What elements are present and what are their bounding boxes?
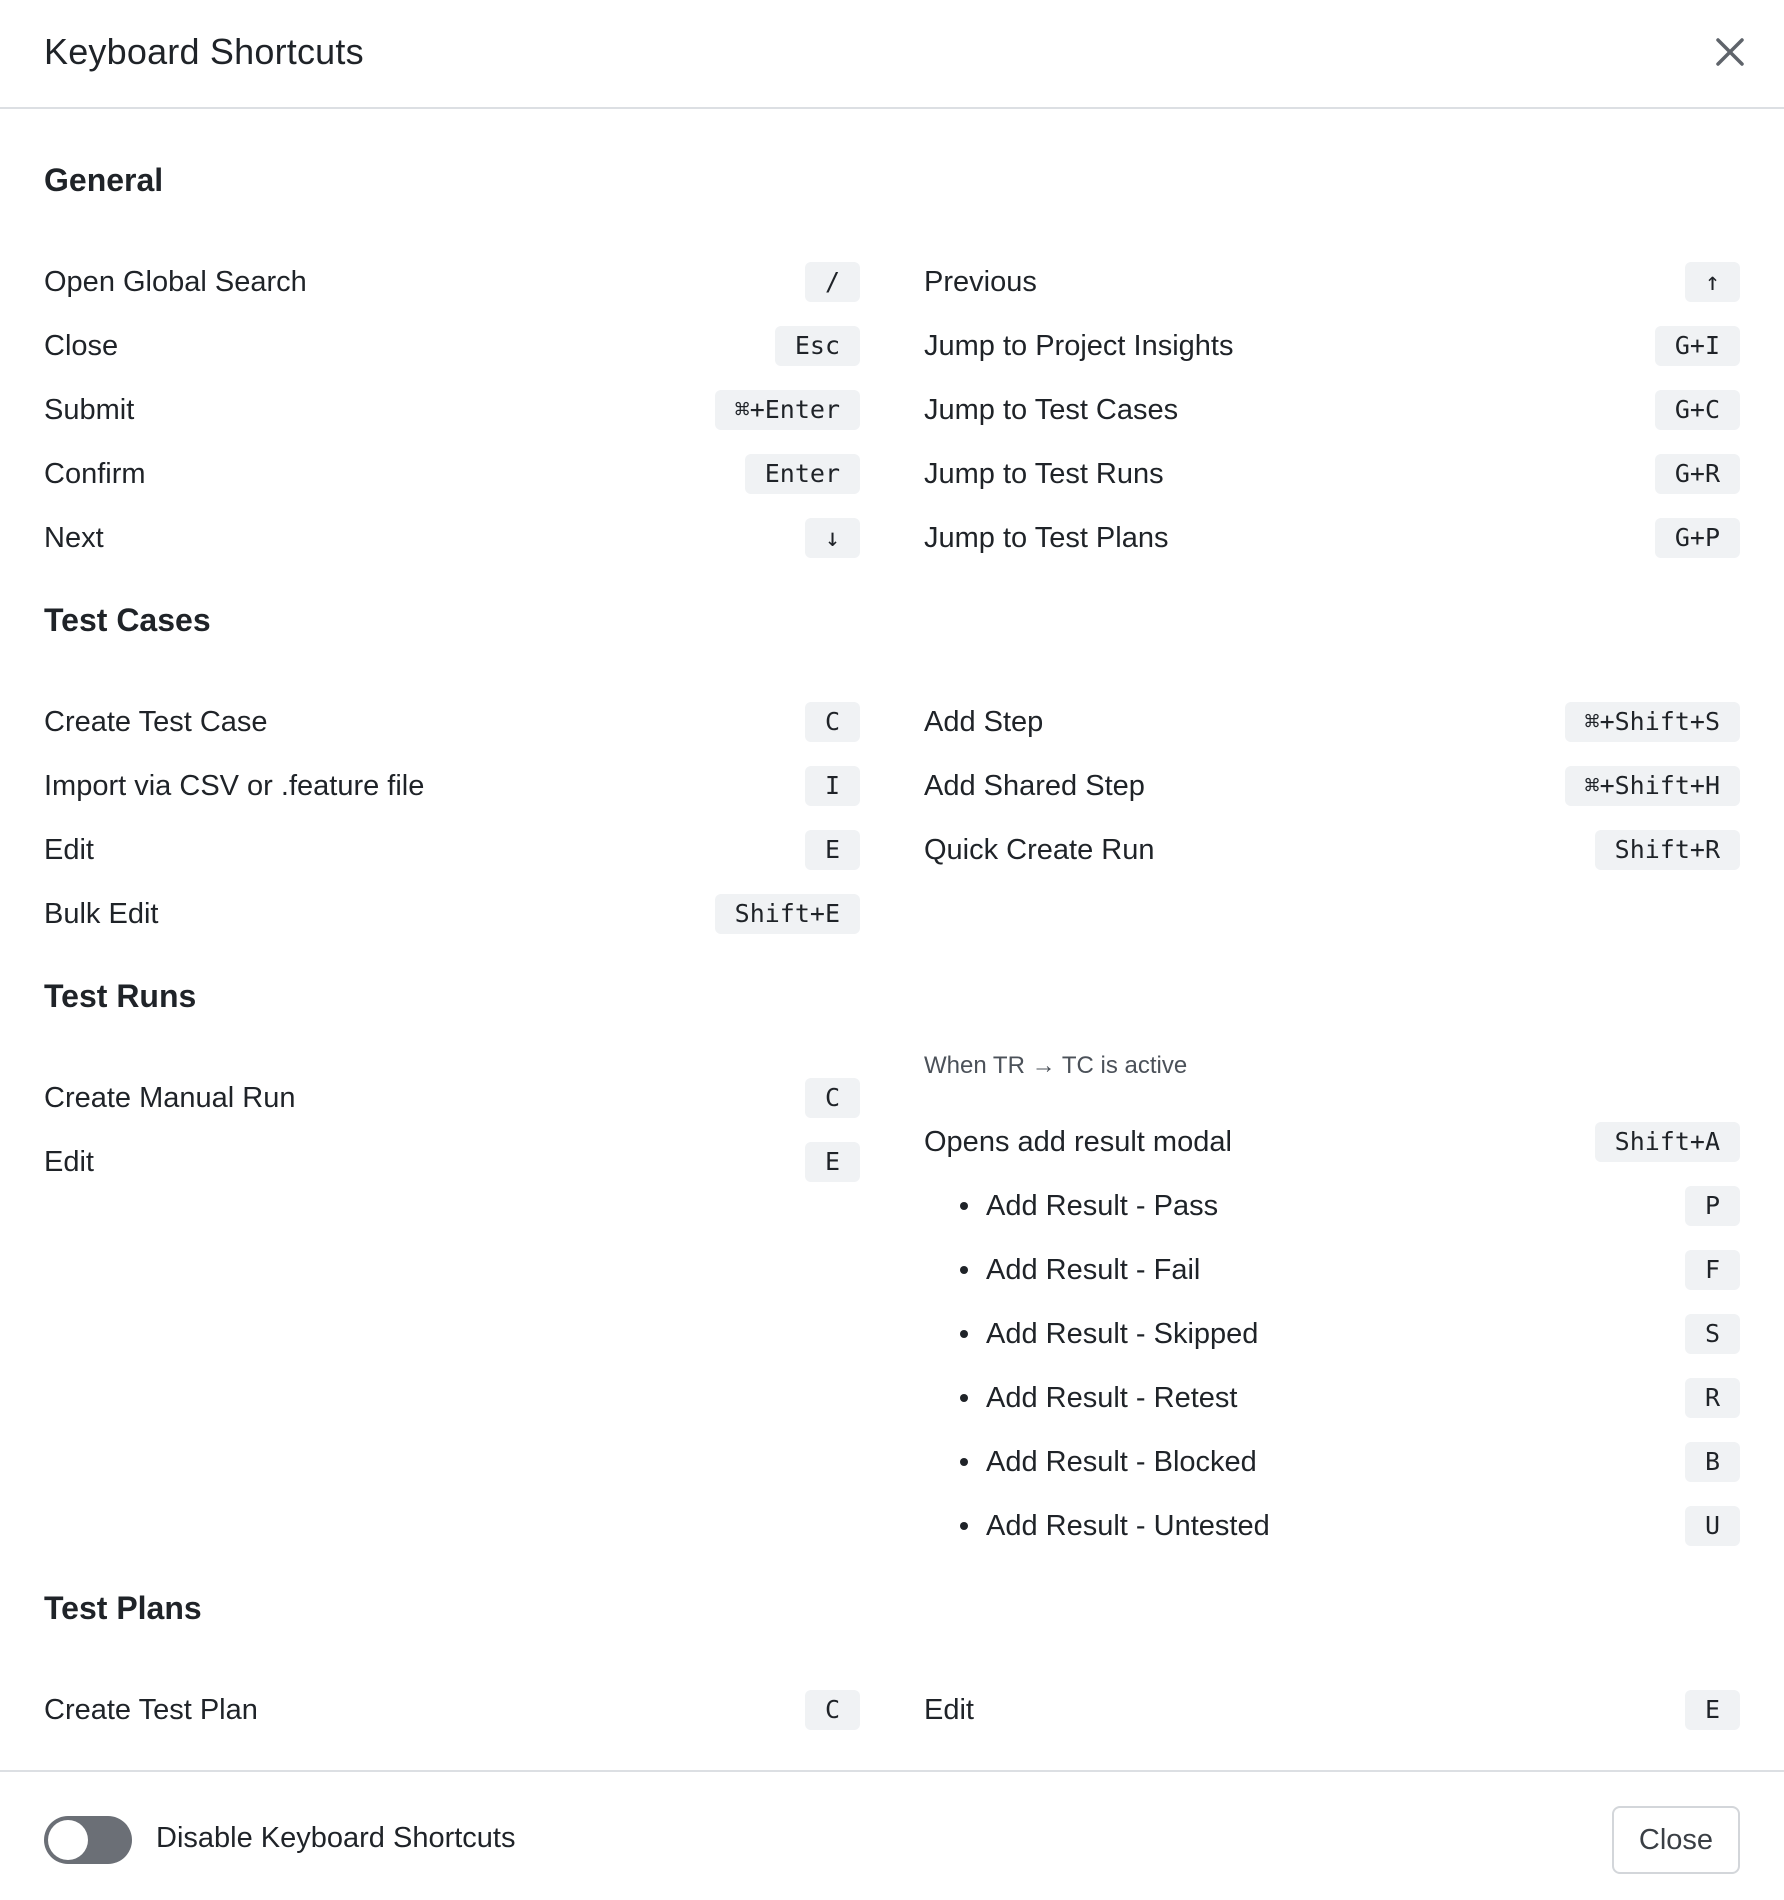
section-title-general: General [44,162,164,198]
shortcut-label: Import via CSV or .feature file [44,769,425,802]
shortcut-key: E [805,1142,860,1182]
shortcut-key: Shift+E [715,894,860,934]
shortcut-key: G+I [1655,326,1740,366]
shortcut-key: F [1685,1250,1740,1290]
shortcut-key: Esc [775,326,860,366]
shortcut-label: Create Manual Run [44,1081,296,1114]
shortcut-row [924,518,1740,558]
shortcut-key: ⌘+Shift+H [1565,766,1740,806]
modal-title: Keyboard Shortcuts [44,31,364,72]
shortcut-row [44,830,860,870]
shortcut-key: C [805,1690,860,1730]
shortcut-key: G+P [1655,518,1740,558]
shortcut-key: ⌘+Shift+S [1565,702,1740,742]
shortcut-label: Add Result - Untested [960,1510,1270,1543]
shortcut-row [924,1122,1740,1162]
shortcut-key: I [805,766,860,806]
bullet-icon [960,1458,968,1466]
shortcut-row [924,326,1740,366]
shortcut-key: / [805,262,860,302]
section-title-test-plans: Test Plans [44,1590,202,1626]
shortcut-key: C [805,702,860,742]
shortcut-label: Add Result - Pass [960,1190,1218,1223]
shortcut-row [44,390,860,430]
shortcut-label: Opens add result modal [924,1125,1232,1158]
shortcut-label: Add Result - Retest [960,1382,1237,1415]
shortcut-subrow [960,1186,1740,1226]
section-title-test-cases: Test Cases [44,602,211,638]
close-icon[interactable] [1708,30,1752,74]
shortcut-key: ↓ [805,518,860,558]
shortcut-row [924,702,1740,742]
shortcut-key: U [1685,1506,1740,1546]
shortcut-label: Jump to Test Runs [924,457,1164,490]
shortcut-label: Add Result - Fail [960,1254,1200,1287]
shortcut-label: Create Test Plan [44,1693,258,1726]
shortcut-label: Edit [924,1693,974,1726]
shortcut-row [924,390,1740,430]
section-title-test-runs: Test Runs [44,978,197,1014]
shortcut-label: Add Shared Step [924,769,1145,802]
bullet-icon [960,1394,968,1402]
shortcut-label: Edit [44,1145,94,1178]
shortcut-row [924,830,1740,870]
shortcut-label: Jump to Project Insights [924,329,1234,362]
shortcut-label: Add Step [924,705,1044,738]
shortcut-key: B [1685,1442,1740,1482]
shortcut-key: ↑ [1685,262,1740,302]
shortcut-label: Add Result - Skipped [960,1318,1258,1351]
shortcut-row [924,454,1740,494]
shortcut-label: Confirm [44,457,146,490]
shortcut-subrow [960,1506,1740,1546]
shortcut-label: Create Test Case [44,705,268,738]
shortcut-row [44,326,860,366]
shortcut-label: Edit [44,833,94,866]
shortcut-label: Close [44,329,119,362]
shortcut-row [44,894,860,934]
shortcut-key: G+R [1655,454,1740,494]
disable-shortcuts-toggle[interactable] [44,1816,132,1864]
shortcut-label: Quick Create Run [924,833,1155,866]
shortcut-label: Jump to Test Plans [924,521,1169,554]
shortcut-key: E [805,830,860,870]
shortcut-key: S [1685,1314,1740,1354]
shortcut-row [44,518,860,558]
toggle-knob [48,1820,88,1860]
close-button[interactable]: Close [1612,1806,1740,1874]
bullet-icon [960,1522,968,1530]
context-hint: When TR → TC is active [924,1052,1188,1079]
shortcut-key: Enter [745,454,860,494]
shortcut-label: Submit [44,393,135,426]
shortcut-key: E [1685,1690,1740,1730]
bullet-icon [960,1330,968,1338]
shortcut-label: Jump to Test Cases [924,393,1179,426]
shortcut-row [44,1142,860,1182]
modal-body [0,109,1784,1769]
shortcut-row [44,1690,860,1730]
shortcut-row [44,262,860,302]
shortcut-key: P [1685,1186,1740,1226]
shortcut-label: Previous [924,265,1037,298]
modal-header [0,0,1784,109]
shortcut-key: Shift+A [1595,1122,1740,1162]
shortcut-key: C [805,1078,860,1118]
shortcut-row [924,262,1740,302]
shortcut-label: Open Global Search [44,265,307,298]
shortcut-label: Add Result - Blocked [960,1446,1257,1479]
bullet-icon [960,1266,968,1274]
shortcut-subrow [960,1378,1740,1418]
shortcut-subrow [960,1442,1740,1482]
shortcut-key: ⌘+Enter [715,390,860,430]
bullet-icon [960,1202,968,1210]
shortcut-label: Next [44,521,104,554]
modal-footer [0,1770,1784,1900]
shortcut-row [924,766,1740,806]
shortcut-row [44,702,860,742]
shortcut-subrow [960,1250,1740,1290]
shortcut-label: Bulk Edit [44,897,159,930]
shortcut-key: Shift+R [1595,830,1740,870]
toggle-label: Disable Keyboard Shortcuts [156,1822,516,1854]
shortcut-row [44,1078,860,1118]
shortcut-row [44,766,860,806]
shortcut-key: G+C [1655,390,1740,430]
shortcut-row [44,454,860,494]
shortcut-key: R [1685,1378,1740,1418]
shortcut-subrow [960,1314,1740,1354]
shortcut-row [924,1690,1740,1730]
